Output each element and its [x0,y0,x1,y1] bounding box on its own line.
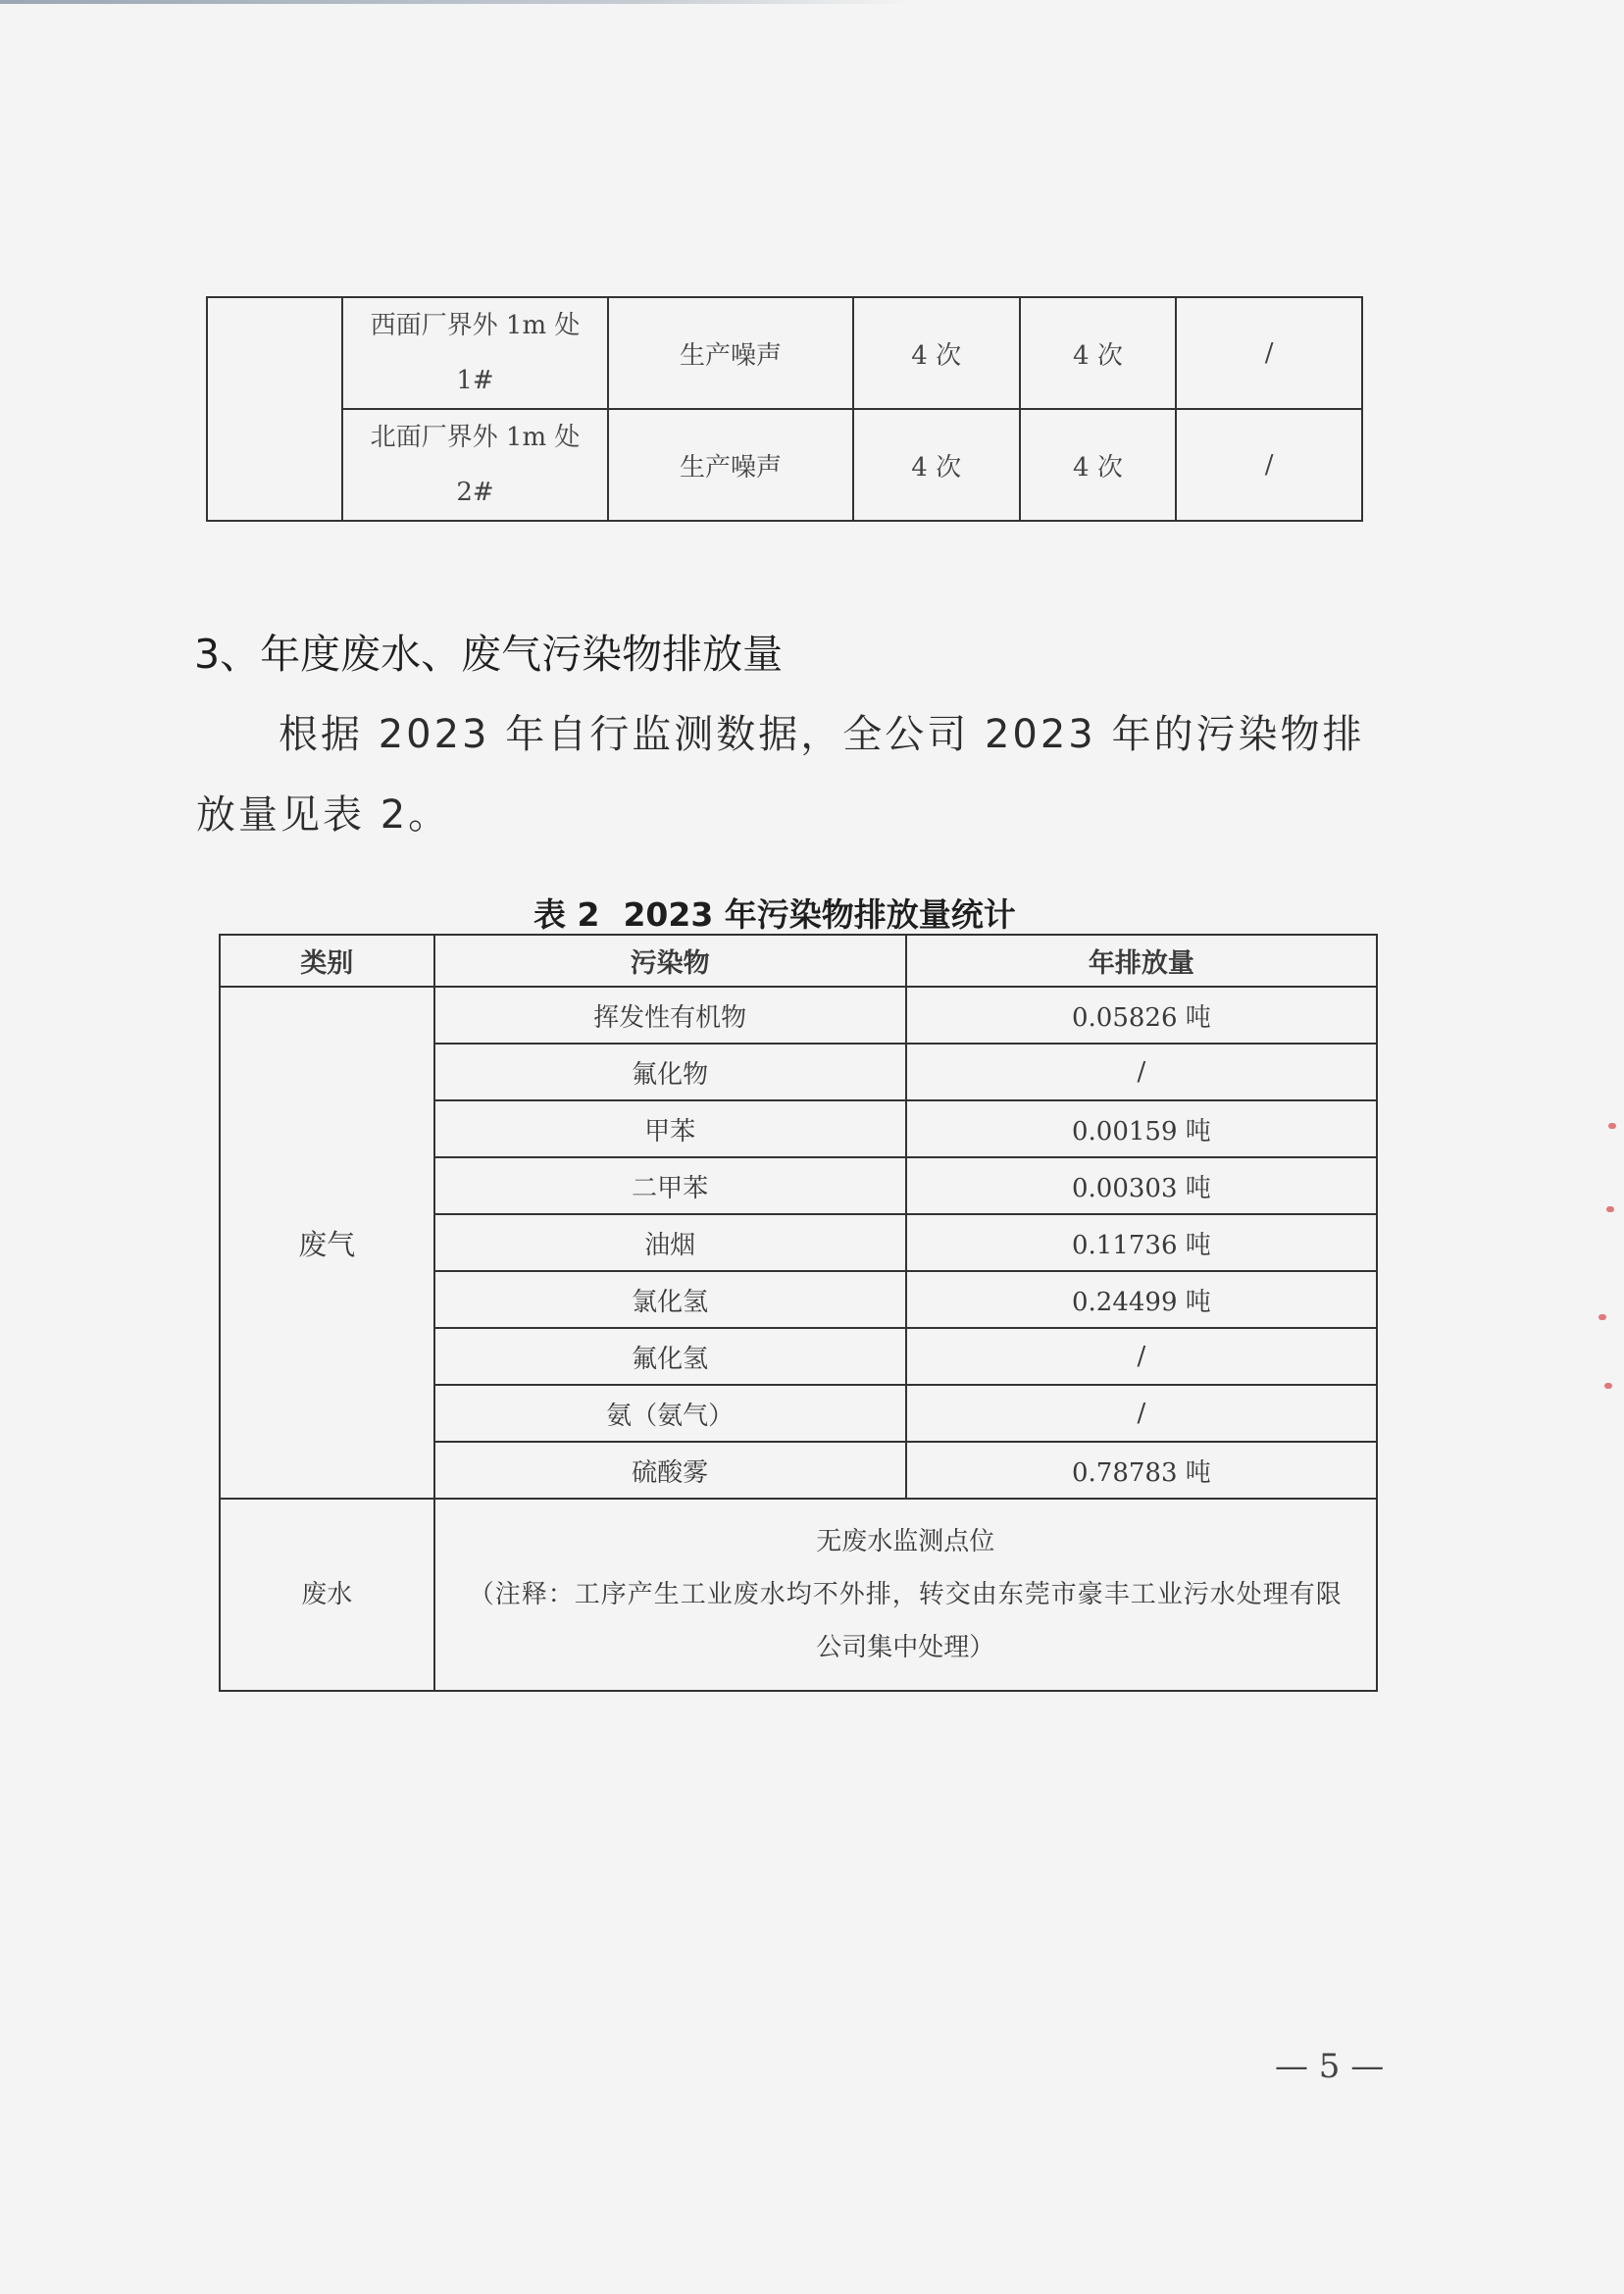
page-number: — 5 — [1275,2047,1385,2086]
frequency-cell: 4 次 [853,409,1020,521]
location-line: 2# [456,478,494,507]
body-paragraph: 根据 2023 年自行监测数据，全公司 2023 年的污染物排放量见表 2。 [196,712,1365,838]
amount-cell: 0.11736 吨 [906,1214,1377,1271]
amount-cell: 0.24499 吨 [906,1271,1377,1328]
waste-water-line: 无废水监测点位 [816,1527,995,1556]
table-row [207,409,1362,521]
merged-category-cell [207,297,342,521]
amount-cell: 0.78783 吨 [906,1442,1377,1499]
pollutant-cell: 甲苯 [434,1100,906,1157]
pollutant-cell: 硫酸雾 [434,1442,906,1499]
frequency-cell: 4 次 [1020,297,1177,409]
frequency-cell: 4 次 [853,297,1020,409]
category-waste-gas: 废气 [220,987,434,1499]
table-caption-label: 表 2 [533,895,600,934]
pollutant-cell: 二甲苯 [434,1157,906,1214]
table-caption-title: 2023 年污染物排放量统计 [623,895,1016,934]
pollutant-cell: 氯化氢 [434,1271,906,1328]
pollutant-cell: 氟化氢 [434,1328,906,1385]
pollutant-cell: 氟化物 [434,1044,906,1100]
amount-cell: / [906,1044,1377,1100]
header-pollutant: 污染物 [434,935,906,987]
frequency-cell: 4 次 [1020,409,1177,521]
location-cell [342,409,609,521]
amount-cell: 0.00303 吨 [906,1157,1377,1214]
waste-water-note: 公司集中处理） [816,1633,995,1662]
table-row [220,987,1377,1044]
location-line: 1# [456,366,494,395]
table-row [220,1499,1377,1691]
waste-water-note-cell [434,1499,1377,1691]
amount-cell: 0.00159 吨 [906,1100,1377,1157]
location-line: 北面厂界外 1m 处 [370,423,581,452]
header-annual-emission: 年排放量 [906,935,1377,987]
seal-edge-mark [1608,1123,1616,1129]
scan-edge-artifact [0,0,912,4]
table-caption [533,890,1040,936]
amount-cell: / [906,1328,1377,1385]
pollutant-cell: 挥发性有机物 [434,987,906,1044]
amount-cell: 0.05826 吨 [906,987,1377,1044]
table-row [207,297,1362,409]
table-header-row [220,935,1377,987]
remark-cell: / [1176,297,1362,409]
seal-edge-mark [1604,1383,1612,1389]
seal-edge-mark [1606,1206,1614,1212]
noise-monitoring-table [206,296,1363,522]
emission-statistics-table [219,934,1378,1692]
location-line: 西面厂界外 1m 处 [370,311,581,340]
item-cell: 生产噪声 [608,297,853,409]
header-category: 类别 [220,935,434,987]
waste-water-note: （注释：工序产生工业废水均不外排，转交由东莞市豪丰工业污水处理有限 [468,1580,1343,1609]
location-cell [342,297,609,409]
amount-cell: / [906,1385,1377,1442]
category-waste-water: 废水 [220,1499,434,1691]
pollutant-cell: 氨（氨气） [434,1385,906,1442]
item-cell: 生产噪声 [608,409,853,521]
pollutant-cell: 油烟 [434,1214,906,1271]
section-title: 3、年度废水、废气污染物排放量 [194,631,784,678]
remark-cell: / [1176,409,1362,521]
seal-edge-mark [1599,1314,1606,1320]
